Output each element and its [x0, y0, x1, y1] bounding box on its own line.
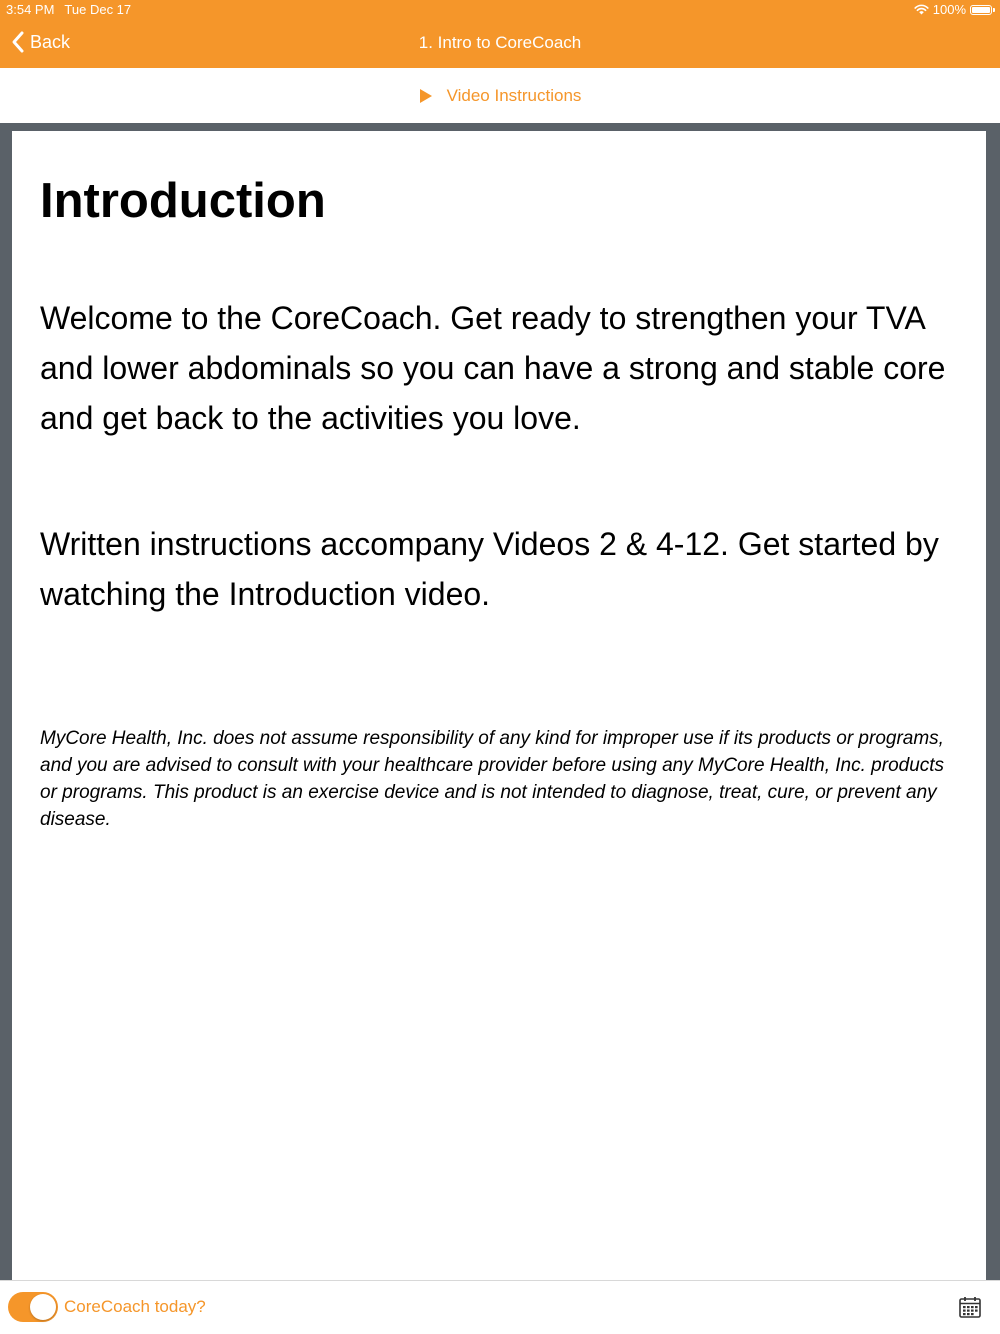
content-title: Introduction	[40, 174, 326, 228]
wifi-icon	[914, 4, 929, 15]
status-bar-left	[6, 2, 131, 17]
disclaimer-text: MyCore Health, Inc. does not assume responsibility of any kind for improper use if its products or programs, and you are advised to consult with your healthcare provider before using any MyCore Health, Inc. products or programs. This product is an exercise device and is not intended to diagnose, treat, cure, or prevent any disease.	[40, 727, 945, 830]
corecoach-today-toggle[interactable]	[8, 1292, 58, 1322]
status-time: 3:54 PM	[6, 2, 55, 17]
intro-paragraph: Welcome to the CoreCoach. Get ready to strengthen your TVA and lower abdominals so you can have a strong and stable core and get back to the activities you love.	[40, 299, 946, 436]
video-instructions-bar	[0, 68, 1000, 123]
status-bar-right	[914, 2, 992, 17]
video-instructions-button[interactable]	[419, 86, 582, 106]
navigation-bar	[0, 0, 1000, 68]
calendar-icon[interactable]	[958, 1295, 982, 1319]
toggle-knob	[30, 1294, 56, 1320]
content-frame	[0, 123, 1000, 1280]
page-title: 1. Intro to CoreCoach	[418, 33, 582, 52]
video-instructions-label: Video Instructions	[446, 85, 582, 105]
back-button-label: Back	[30, 31, 71, 52]
bottom-toolbar	[0, 1280, 1000, 1334]
battery-icon	[970, 5, 992, 15]
play-icon	[419, 88, 433, 104]
status-date: Tue Dec 17	[64, 2, 132, 17]
instructions-paragraph: Written instructions accompany Videos 2 & 4-12. Get started by watching the Introduction video.	[40, 525, 939, 612]
corecoach-today-label: CoreCoach today?	[64, 1297, 206, 1316]
content-card[interactable]	[12, 131, 986, 1280]
battery-percentage: 100%	[932, 2, 966, 17]
